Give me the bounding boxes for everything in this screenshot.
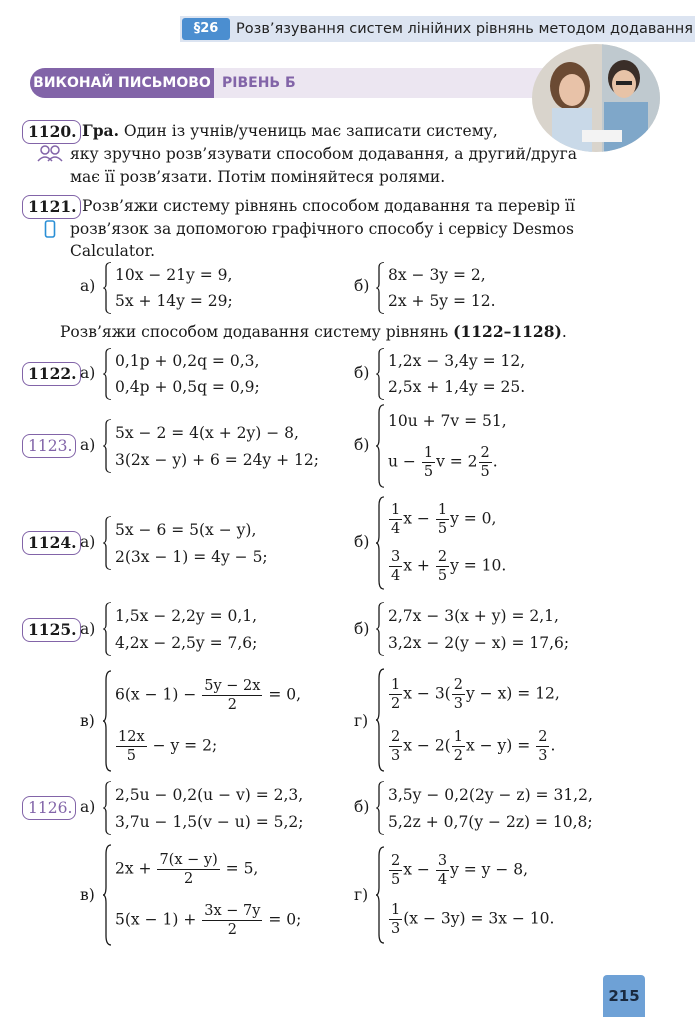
eq-1126-g-1: $\frac{2}{5}$ x − $\frac{3}{4}$ y = y − 8,	[391, 853, 529, 888]
problem-1120-text1: Один із учнів/учениць має записати систему,	[123, 122, 498, 140]
eq-1125-a-2: 4,2x − 2,5y = 7,6;	[115, 633, 258, 652]
problem-number-1126: 1126.	[22, 796, 76, 820]
label-1122-b: б)	[354, 364, 370, 382]
system-1123-a	[103, 419, 319, 473]
problem-1121-line2: розв’язок за допомогою графічного способу і сервісу Desmos	[70, 220, 574, 238]
system-1126-b	[376, 781, 593, 835]
eq-1124-a-1: 5x − 6 = 5(x − y),	[115, 520, 257, 539]
label-1125-v: в)	[80, 712, 95, 730]
phone-icon	[44, 220, 56, 238]
problem-number-1120: 1120.	[22, 120, 81, 144]
eq-1126-b-1: 3,5y − 0,2(2y − z) = 31,2,	[388, 785, 593, 804]
eq-1126-v-1: 2x + $\frac{7(x - y)}{2}$ = 5,	[115, 852, 259, 887]
eq-1124-b-1: $\frac{1}{4}$ x − $\frac{1}{5}$ y = 0,	[391, 502, 497, 537]
label-1126-a: а)	[80, 798, 96, 816]
problem-1120-line2: яку зручно розв’язувати способом додавання, а другий/друга	[70, 145, 577, 163]
system-1122-b	[376, 348, 525, 400]
label-1123-b: б)	[354, 436, 370, 454]
system-1125-v	[103, 670, 301, 772]
task-type-label: ВИКОНАЙ ПИСЬМОВО	[30, 68, 214, 98]
system-1121-a	[103, 262, 233, 314]
label-1126-v: в)	[80, 886, 95, 904]
system-1126-g	[376, 846, 554, 944]
eq-1126-a-2: 3,7u − 1,5(v − u) = 5,2;	[115, 812, 304, 831]
eq-1125-a-1: 1,5x − 2,2y = 0,1,	[115, 606, 258, 625]
system-1125-a	[103, 602, 257, 656]
eq-1125-v-2: $\frac{12x}{5}$ − y = 2;	[118, 729, 218, 764]
problem-number-1124: 1124.	[22, 531, 81, 555]
label-1126-b: б)	[354, 798, 370, 816]
intro-end: .	[561, 323, 567, 341]
eq-1122-a-2: 0,4p + 0,5q = 0,9;	[115, 378, 260, 396]
label-1125-b: б)	[354, 620, 370, 638]
eq-1122-b-1: 1,2x − 3,4y = 12,	[388, 352, 526, 370]
problem-1121-line1: Розв’яжи систему рівнянь способом додавання та перевір її	[82, 197, 575, 215]
label-1122-a: а)	[80, 364, 96, 382]
eq-1121-a-2: 5x + 14y = 29;	[115, 292, 233, 310]
section-title: Розв’язування систем лінійних рівнянь методом додавання	[236, 21, 693, 37]
eq-1125-g-1: $\frac{1}{2}$ x − 3( $\frac{2}{3}$ y − x) = 12,	[391, 676, 560, 712]
system-1125-b	[376, 602, 569, 656]
eq-1121-b-1: 8x − 3y = 2,	[388, 266, 486, 284]
eq-1125-b-2: 3,2x − 2(y − x) = 17,6;	[388, 633, 570, 652]
eq-1122-a-1: 0,1p + 0,2q = 0,3,	[115, 352, 260, 370]
eq-1121-a-1: 10x − 21y = 9,	[115, 266, 233, 284]
problem-1120-line1	[82, 120, 498, 142]
system-1126-v	[103, 844, 301, 946]
system-1124-a	[103, 516, 268, 570]
eq-1123-b-1: 10u + 7v = 51,	[388, 411, 507, 430]
eq-1123-a-2: 3(2x − y) + 6 = 24y + 12;	[115, 450, 319, 469]
section-number-badge: §26	[182, 18, 230, 40]
eq-1126-b-2: 5,2z + 0,7(y − 2z) = 10,8;	[388, 812, 593, 831]
problem-number-1122: 1122.	[22, 362, 81, 386]
eq-1121-b-2: 2x + 5y = 12.	[388, 292, 496, 310]
problem-1120-line3: має її розв’язати. Потім поміняйтеся ролями.	[70, 168, 446, 186]
eq-1122-b-2: 2,5x + 1,4y = 25.	[388, 378, 526, 396]
intro-text: Розв’яжи способом додавання систему рівнянь	[60, 323, 449, 341]
problem-number-1121: 1121.	[22, 195, 81, 219]
system-1122-a	[103, 348, 260, 400]
label-1121-a: а)	[80, 277, 96, 295]
problem-number-1123: 1123.	[22, 434, 76, 458]
eq-1126-v-2: 5(x − 1) + $\frac{3x - 7y}{2}$ = 0;	[115, 903, 302, 938]
label-1124-a: а)	[80, 533, 96, 551]
eq-1125-g-2: $\frac{2}{3}$ x − 2( $\frac{1}{2}$ x − y) = $\frac{2}{3}$ .	[391, 728, 556, 764]
problem-number-1125: 1125.	[22, 618, 81, 642]
eq-1123-b-2: u − $\frac{1}{5}$ v = 2 $\frac{2}{5}$ .	[388, 445, 498, 481]
system-1123-b	[376, 404, 507, 488]
eq-1126-g-2: $\frac{1}{3}$ (x − 3y) = 3x − 10.	[391, 902, 555, 937]
eq-1124-a-2: 2(3x − 1) = 4y − 5;	[115, 547, 268, 566]
label-1121-b: б)	[354, 277, 370, 295]
label-1124-b: б)	[354, 533, 370, 551]
intro-line	[60, 321, 567, 343]
intro-range: (1122–1128)	[453, 322, 562, 341]
system-1125-g	[376, 668, 560, 772]
eq-1126-a-1: 2,5u − 0,2(u − v) = 2,3,	[115, 785, 304, 804]
problem-1120-title: Гра.	[82, 121, 119, 140]
pair-work-icon	[36, 144, 64, 162]
system-1124-b	[376, 496, 506, 590]
label-1126-g: г)	[354, 886, 369, 904]
eq-1123-a-1: 5x − 2 = 4(x + 2y) − 8,	[115, 423, 299, 442]
label-1125-a: а)	[80, 620, 96, 638]
system-1121-b	[376, 262, 496, 314]
label-1125-g: г)	[354, 712, 369, 730]
difficulty-level-label: РІВЕНЬ Б	[222, 75, 296, 91]
system-1126-a	[103, 781, 304, 835]
eq-1125-b-1: 2,7x − 3(x + y) = 2,1,	[388, 606, 559, 625]
eq-1124-b-2: $\frac{3}{4}$ x + $\frac{2}{5}$ y = 10.	[391, 549, 507, 584]
problem-1121-line3: Calculator.	[70, 242, 156, 260]
students-photo	[532, 44, 660, 152]
page-number: 215	[603, 975, 645, 1017]
label-1123-a: а)	[80, 436, 96, 454]
eq-1125-v-1: 6(x − 1) − $\frac{5y - 2x}{2}$ = 0,	[115, 678, 302, 713]
